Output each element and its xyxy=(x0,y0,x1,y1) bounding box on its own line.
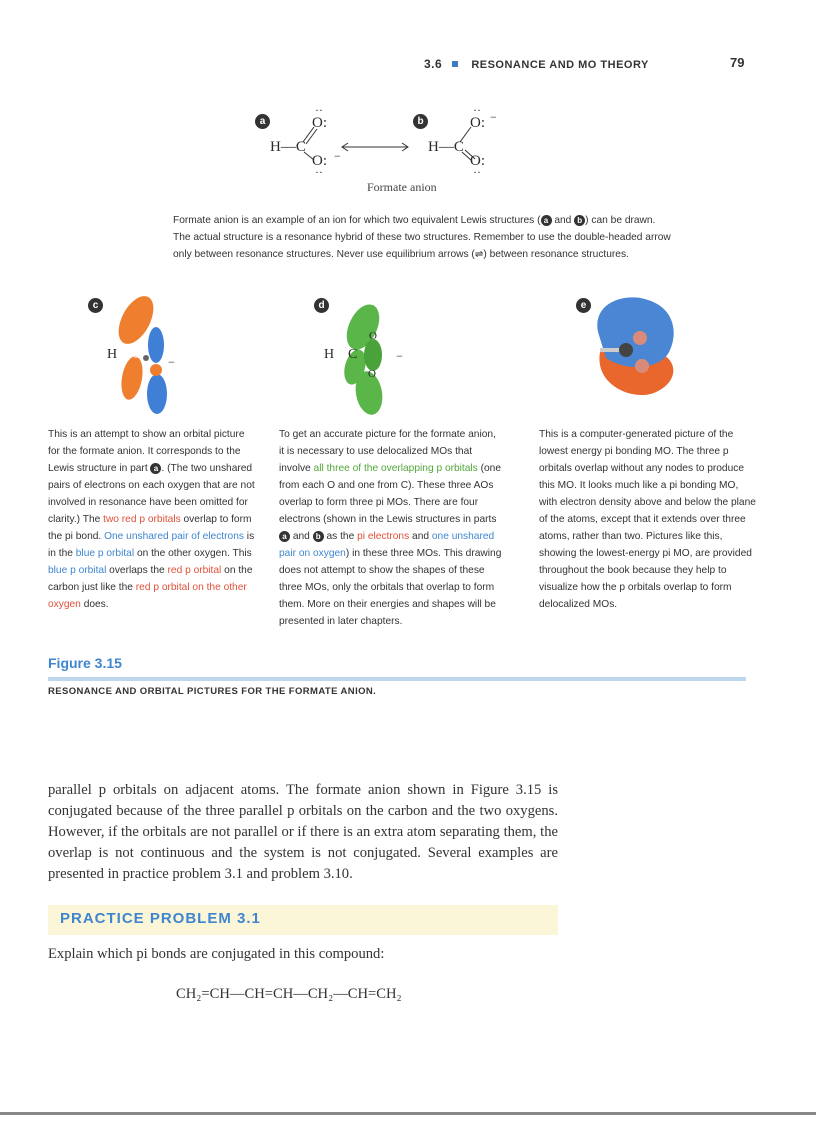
atom-c-d: C xyxy=(348,347,358,362)
label-a: a xyxy=(255,113,270,131)
atom-o-d-bottom: O xyxy=(368,368,376,380)
lewis-b-minus: − xyxy=(490,110,497,124)
description-e: This is a computer-generated picture of the lowest energy pi bonding MO. The three p orbitals overlap without any nodes to produce this MO. It looks much like a pi bonding MO, with electron density above and below the plane of the atoms, except that it extends over three atoms, rather than two. Pictures like this, showing the lowest-energy pi MO, are provided throughout the book because they help to visualize how the p orbitals overlap to form delocalized MOs. xyxy=(539,429,756,610)
lewis-b-dots-bottom: ·· xyxy=(473,165,481,179)
badge-b: b xyxy=(574,215,585,226)
lewis-b-hc: H—C xyxy=(428,139,464,155)
lewis-b-dots-top: ·· xyxy=(473,103,481,117)
atom-o-d-top: O xyxy=(369,330,377,342)
label-d: d xyxy=(314,297,329,315)
formate-anion-label: Formate anion xyxy=(367,180,437,194)
compound-formula: CH₂=CH—CH=CH—CH₂—CH=CH₂ xyxy=(176,986,402,1002)
lewis-a-dots-top: ·· xyxy=(315,103,323,117)
minus-c: − xyxy=(168,355,175,369)
figure-title: Figure 3.15 xyxy=(48,655,122,671)
badge-a: a xyxy=(541,215,552,226)
section-number: 3.6 xyxy=(424,57,443,71)
figure-subtitle: RESONANCE AND ORBITAL PICTURES FOR THE FORMATE ANION. xyxy=(48,686,377,697)
lewis-b-o-bottom: O: xyxy=(470,153,485,169)
figure-caption: Formate anion is an example of an ion for which two equivalent Lewis structures ( a and b ) can be drawn. The actual structure is a resonance hybrid of these two structures. Remember to use the double-headed arrow only between resonance structures. Never use equilibrium arrows (⇌) between resonance structures. xyxy=(173,215,671,260)
lewis-b-o-top: O: xyxy=(470,115,485,131)
badge-a-ref: a xyxy=(150,463,161,474)
lewis-a-minus: − xyxy=(334,149,341,163)
atom-h-d: H xyxy=(324,347,335,362)
practice-problem-title: PRACTICE PROBLEM 3.1 xyxy=(60,910,261,927)
lewis-bonds-graphic xyxy=(290,115,510,175)
header-square-icon xyxy=(452,61,458,67)
section-title: RESONANCE AND MO THEORY xyxy=(471,59,649,71)
practice-problem-prompt: Explain which pi bonds are conjugated in this compound: xyxy=(48,946,385,962)
description-d: To get an accurate picture for the formate anion, it is necessary to use delocalized MOs that involve all three of the overlapping p orbitals (one from each O and one from C). These three AOs overlap to form three pi MOs. There are four electrons (shown in the Lewis structures in parts a and b as the pi electrons and one unshared pair on oxygen) in these three MOs. This drawing does not attempt to show the shapes of these three MOs, only the orbitals that overlap to form them. More on their energies and shapes will be presented in later chapters. xyxy=(279,429,502,627)
orbital-picture-e xyxy=(586,292,686,402)
body-paragraph: parallel p orbitals on adjacent atoms. The formate anion shown in Figure 3.15 is conjugated because of the three parallel p orbitals on the carbon and the two oxygens. However, if the orbitals are not parallel or if there is an extra atom separating them, the overlap is not continuous and the system is not conjugated. Several examples are presented in practice problem 3.1 and problem 3.10. xyxy=(48,782,558,882)
label-e: e xyxy=(576,297,591,315)
running-header xyxy=(424,57,649,71)
lewis-a-hc: H—C xyxy=(270,139,306,155)
equilibrium-arrows-icon: ⇌ xyxy=(474,249,484,260)
label-b: b xyxy=(413,113,428,131)
atom-c-c: C xyxy=(132,347,142,362)
badge-a-ref-d: a xyxy=(279,531,290,542)
figure-divider xyxy=(48,677,746,681)
atom-h-c: H xyxy=(107,347,118,362)
badge-b-ref-d: b xyxy=(313,531,324,542)
orbital-picture-d xyxy=(335,295,405,420)
lewis-a-o-bottom: O: xyxy=(312,153,327,169)
bottom-rule xyxy=(0,1112,816,1115)
page-number: 79 xyxy=(730,55,745,70)
lewis-a-dots-bottom: ·· xyxy=(315,165,323,179)
label-c: c xyxy=(88,297,103,315)
lewis-a-o-top: O: xyxy=(312,115,327,131)
minus-d: − xyxy=(396,349,403,363)
description-c: This is an attempt to show an orbital picture for the formate anion. It corresponds to the Lewis structure in part a . (The two unshared pairs of electrons on each oxygen that are not involved in resonance have been omitted for clarity.) The two red p orbitals overlap to form the pi bond. One unshared pair of electrons is in the blue p orbital on the other oxygen. This blue p orbital overlaps the red p orbital on the carbon just like the red p orbital on the other oxygen does. xyxy=(48,429,255,610)
